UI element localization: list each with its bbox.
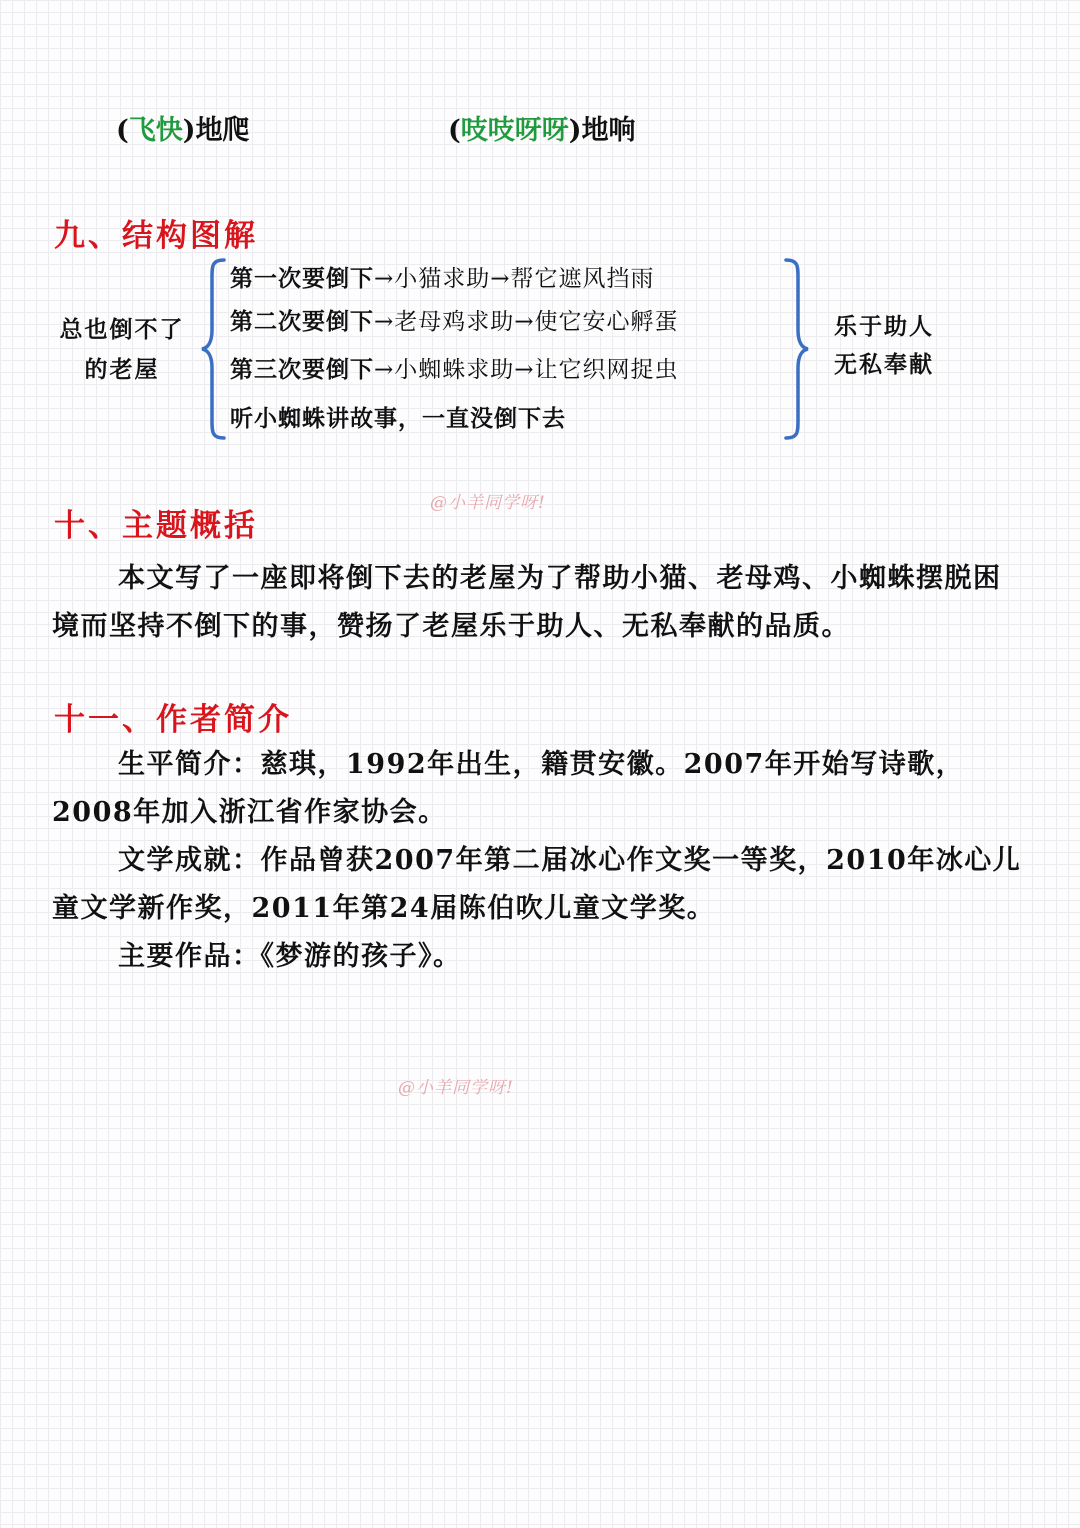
row-lead: 第三次要倒下 bbox=[230, 356, 374, 383]
section9-heading: 九、结构图解 bbox=[54, 218, 258, 254]
row-lead: 第二次要倒下 bbox=[230, 308, 374, 335]
paren-open: ( bbox=[116, 115, 129, 146]
diagram-subject bbox=[52, 310, 192, 390]
row-rest: →老母鸡求助→使它安心孵蛋 bbox=[374, 309, 679, 335]
conclusion-line-2: 无私奉献 bbox=[834, 351, 934, 378]
section10-heading: 十、主题概括 bbox=[54, 508, 258, 544]
subject-line-2: 的老屋 bbox=[84, 356, 160, 383]
row-rest: →小猫求助→帮它遮风挡雨 bbox=[374, 266, 655, 292]
row-rest: →小蜘蛛求助→让它织网捉虫 bbox=[374, 357, 679, 383]
row-lead: 听小蜘蛛讲故事，一直没倒下去 bbox=[230, 405, 566, 432]
diagram-row-1 bbox=[230, 260, 655, 293]
paren-close: ) bbox=[568, 115, 582, 146]
author-achievements: 文学成就：作品曾获2007年第二届冰心作文奖一等奖，2010年冰心儿童文学新作奖，2011年第24届陈伯吹儿童文学奖。 bbox=[52, 845, 1022, 924]
fill-suffix: 地响 bbox=[581, 115, 636, 146]
theme-paragraph: 本文写了一座即将倒下去的老屋为了帮助小猫、老母鸡、小蜘蛛摆脱困境而坚持不倒下的事，赞扬了老屋乐于助人、无私奉献的品质。 bbox=[52, 563, 1002, 642]
conclusion-line-1: 乐于助人 bbox=[834, 313, 934, 340]
answer-word: 吱吱呀呀 bbox=[460, 115, 569, 146]
fill-item-2 bbox=[448, 108, 636, 147]
author-life: 生平简介：慈琪，1992年出生，籍贯安徽。2007年开始写诗歌，2008年加入浙江省作家协会。 bbox=[52, 749, 965, 828]
section11-heading: 十一、作者简介 bbox=[54, 702, 292, 738]
diagram-row-4 bbox=[230, 400, 566, 433]
left-brace bbox=[198, 256, 228, 442]
fill-suffix: 地爬 bbox=[195, 115, 250, 146]
right-brace bbox=[782, 256, 812, 442]
fill-item-1 bbox=[116, 108, 250, 147]
paren-close: ) bbox=[182, 115, 196, 146]
row-lead: 第一次要倒下 bbox=[230, 265, 374, 292]
watermark: @小羊同学呀! bbox=[398, 1078, 514, 1098]
diagram-row-2 bbox=[230, 303, 679, 336]
watermark: @小羊同学呀! bbox=[430, 493, 546, 513]
diagram-row-3 bbox=[230, 351, 679, 384]
paren-open: ( bbox=[448, 115, 461, 146]
subject-line-1: 总也倒不了 bbox=[59, 316, 185, 343]
diagram-conclusion bbox=[834, 308, 934, 384]
author-works: 主要作品：《梦游的孩子》。 bbox=[118, 941, 462, 972]
answer-word: 飞快 bbox=[128, 115, 183, 146]
